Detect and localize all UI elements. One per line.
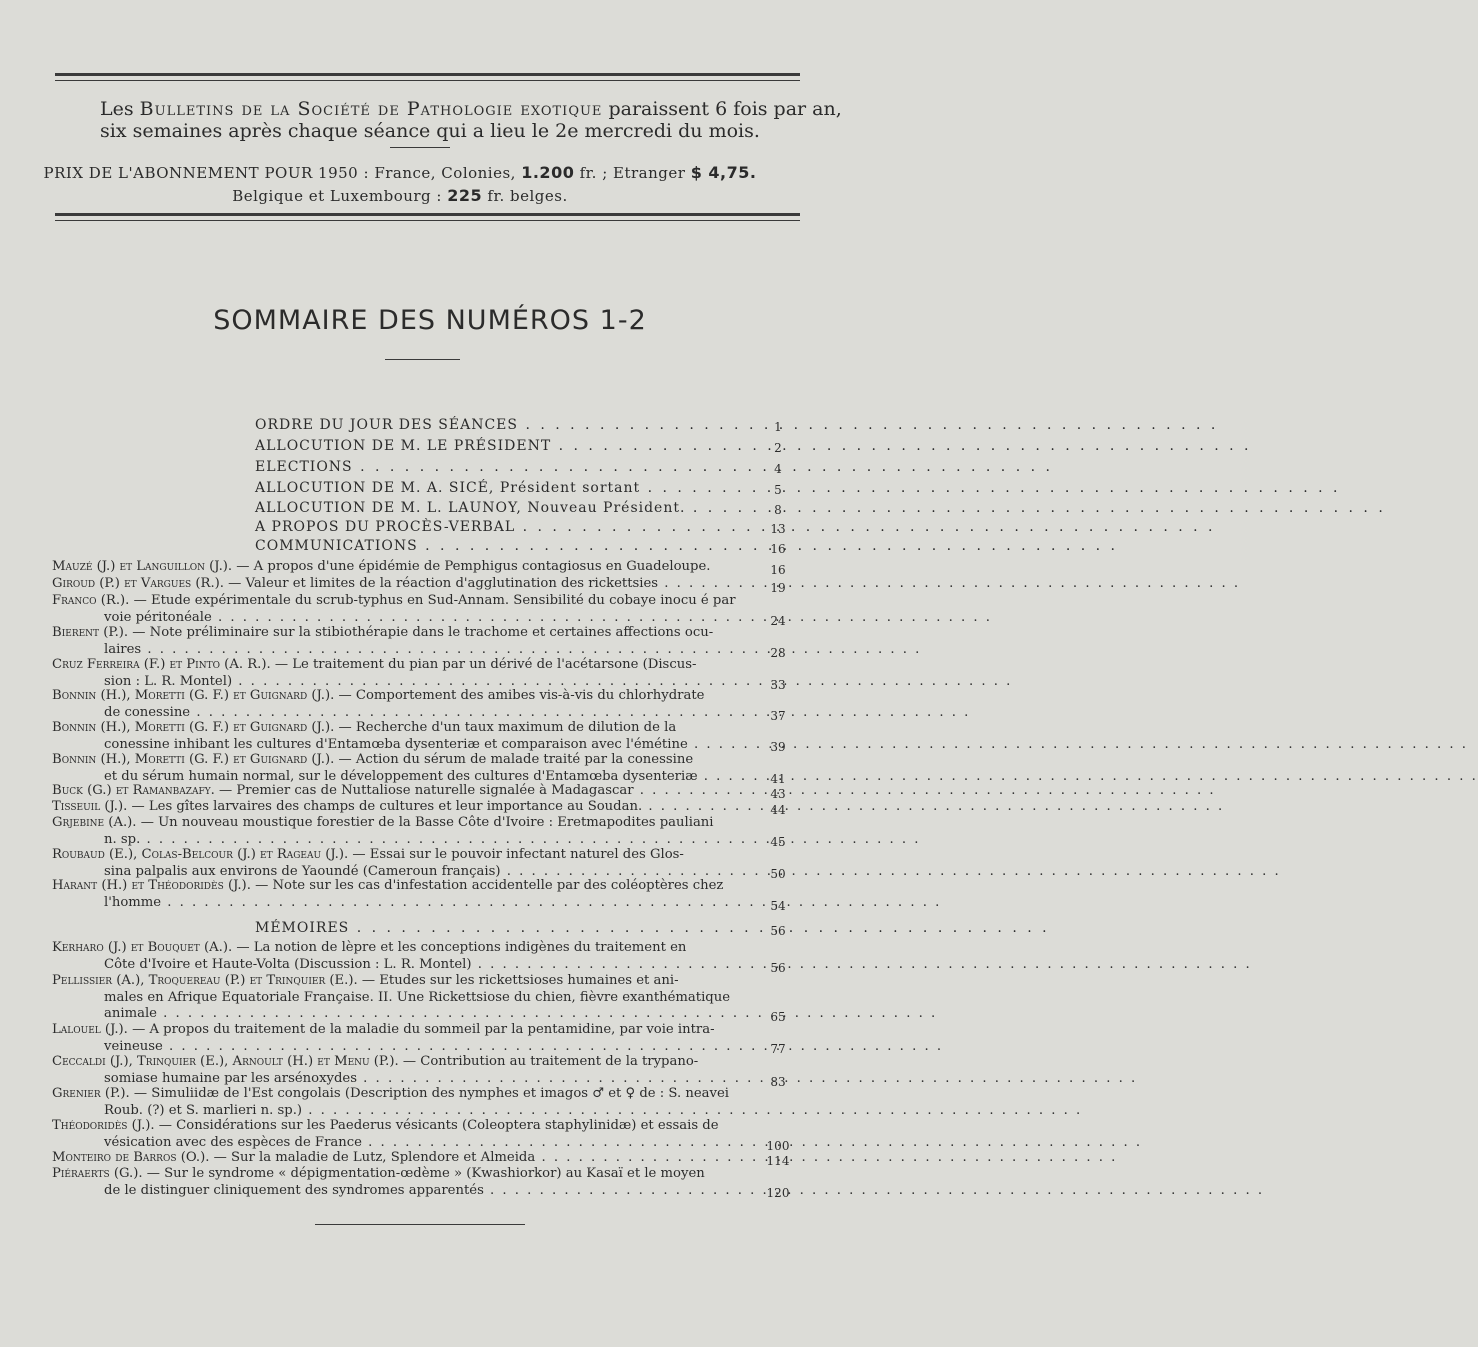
page-number: 65 (770, 1010, 786, 1024)
entry-authors: Franco (R.). (52, 593, 130, 608)
entry-authors: Monteiro de Barros (O.). (52, 1150, 210, 1165)
entry-title: — Note sur les cas d'infestation accidentelle par des coléoptères chez (250, 878, 724, 893)
page-number: 41 (770, 772, 786, 786)
entry-line (52, 688, 744, 705)
entry-authors: Bierent (P.). (52, 625, 129, 640)
page-number: 16 (770, 542, 786, 556)
entry-authors: Harant (H.) et Théodoridès (J.). (52, 878, 251, 893)
entry-line (52, 593, 744, 610)
entry-line (52, 1054, 744, 1071)
header-line-2: six semaines après chaque séance qui a lieu le 2e mercredi du mois. (100, 120, 760, 142)
toc-section: ORDRE DU JOUR DES SÉANCES . . . (255, 417, 745, 433)
entry-authors: Roubaud (E.), Colas-Belcour (J.) et Rageau (J.). (52, 847, 349, 862)
price-unit: fr. ; Etranger (574, 164, 691, 182)
price-france: 1.200 (521, 163, 575, 182)
entry-title: — A propos du traitement de la maladie du sommeil par la pentamidine, par voie intra- (127, 1022, 715, 1037)
entry-authors: Grjebine (A.). (52, 815, 137, 830)
page-number: 50 (770, 867, 786, 881)
header-bottom-rule-1 (55, 213, 800, 216)
header-line-1 (100, 98, 842, 120)
page-number: 45 (770, 835, 786, 849)
toc-entry (52, 940, 744, 973)
entry-authors: Pellissier (A.), Troquereau (P.) et Trinquier (E.). (52, 973, 358, 988)
page-number: 1 (774, 420, 782, 434)
entry-line (52, 625, 744, 642)
entry-continuation: animale . . . (52, 1006, 744, 1023)
page-number: 39 (770, 740, 786, 754)
page-number: 16 (770, 563, 786, 577)
entry-title: — Simuliidæ de l'Est congolais (Description des nymphes et imagos ♂ et ♀ de : S. neavei (129, 1086, 730, 1101)
toc-entry (52, 559, 744, 576)
page-number: 5 (774, 483, 782, 497)
page-number: 56 (770, 961, 786, 975)
entry-title: — Essai sur le pouvoir infectant naturel des Glos- (348, 847, 684, 862)
entry-line (52, 576, 744, 593)
entry-line (52, 657, 744, 674)
page-number: 54 (770, 899, 786, 913)
entry-line (52, 559, 744, 576)
entry-title: — Les gîtes larvaires des champs de cultures et leur importance au Soudan. (127, 799, 643, 814)
toc-section: ALLOCUTION DE M. LE PRÉSIDENT . . . (255, 438, 745, 454)
entry-authors: Buck (G.) et Ramanbazafy. (52, 783, 215, 798)
entry-authors: Bonnin (H.), Moretti (G. F.) et Guignard (J.). (52, 688, 335, 703)
page-number: 2 (774, 441, 782, 455)
page-number: 100 (766, 1139, 790, 1153)
title-rule (385, 359, 460, 360)
bottom-rule (315, 1224, 525, 1225)
toc-section: ELECTIONS . . . (255, 459, 745, 475)
toc-entry (52, 783, 744, 800)
page-number: 19 (770, 581, 786, 595)
entry-line (52, 799, 744, 816)
entry-title: — Le traitement du pian par un dérivé de l'acétarsone (Discus- (270, 657, 697, 672)
entry-line (52, 1118, 744, 1135)
entry-authors: Mauzé (J.) et Languillon (J.). (52, 559, 233, 574)
entry-continuation: de le distinguer cliniquement des syndromes apparentés . . . (52, 1183, 744, 1200)
entry-line (52, 1022, 744, 1039)
page-number: 43 (770, 787, 786, 801)
entry-authors: Cruz Ferreira (F.) et Pinto (A. R.). (52, 657, 271, 672)
entry-line (52, 752, 744, 769)
entry-continuation: males en Afrique Equatoriale Française. II. Une Rickettsiose du chien, fièvre exanthématique (104, 989, 731, 1005)
entry-continuation: veineuse . . . (52, 1039, 744, 1056)
entry-line (52, 1086, 744, 1103)
top-rule-1 (55, 73, 800, 76)
entry-authors: Ceccaldi (J.), Trinquier (E.), Arnoult (H.) et Menu (P.). (52, 1054, 399, 1069)
entry-title: — La notion de lèpre et les conceptions indigènes du traitement en (232, 940, 687, 955)
entry-continuation: laires . . . (52, 642, 744, 659)
toc-entry (52, 688, 744, 721)
entry-authors: Lalouel (J.). (52, 1022, 128, 1037)
toc-entry (52, 1022, 744, 1055)
toc-entry (52, 815, 744, 848)
page-number: 24 (770, 614, 786, 628)
bulletin-name: Bulletins de la Société de Pathologie exotique (139, 98, 603, 120)
entry-continuation: voie péritonéale . . . (52, 610, 744, 627)
page-number: 56 (770, 924, 786, 938)
top-rule-2 (55, 80, 800, 81)
page-number: 44 (770, 803, 786, 817)
toc-entry (52, 593, 744, 626)
toc-section: MÉMOIRES . . . (255, 920, 745, 936)
entry-authors: Kerharo (J.) et Bouquet (A.). (52, 940, 233, 955)
toc-section: COMMUNICATIONS . . . (255, 538, 745, 554)
price-etranger: $ 4,75. (690, 163, 757, 182)
toc-entry (52, 1086, 744, 1119)
page-title: SOMMAIRE DES NUMÉROS 1-2 (213, 305, 647, 336)
subscription-price-belgium (0, 186, 800, 205)
entry-title: — Considérations sur les Paederus vésicants (Coleoptera staphylinidæ) et essais de (154, 1118, 719, 1133)
entry-title: — Etude expérimentale du scrub-typhus en Sud-Annam. Sensibilité du cobaye inocu é par (129, 593, 736, 608)
entry-authors: Grenier (P.). (52, 1086, 130, 1101)
entry-authors: Bonnin (H.), Moretti (G. F.) et Guignard (J.). (52, 720, 335, 735)
entry-continuation: vésication avec des espèces de France . . . (52, 1135, 744, 1152)
entry-line (52, 1150, 744, 1167)
entry-authors: Tisseuil (J.). (52, 799, 128, 814)
entry-line (52, 878, 744, 895)
toc-entry (52, 576, 744, 593)
entry-line (52, 815, 744, 832)
page-number: 13 (770, 522, 786, 536)
entry-continuation: Côte d'Ivoire et Haute-Volta (Discussion : L. R. Montel) . . . (52, 957, 744, 974)
entry-title: — Valeur et limites de la réaction d'agglutination des rickettsies (223, 576, 659, 591)
entry-title: — Un nouveau moustique forestier de la Basse Côte d'Ivoire : Eretmapodites pauliani (136, 815, 714, 830)
entry-authors: Piéraerts (G.). (52, 1166, 143, 1181)
entry-continuation: de conessine . . . (52, 705, 744, 722)
toc-entry (52, 1118, 744, 1151)
entry-title: — Sur la maladie de Lutz, Splendore et Almeida (209, 1150, 536, 1165)
entry-continuation: l'homme . . . (52, 895, 744, 912)
page-number: 83 (770, 1075, 786, 1089)
entry-title: — Comportement des amibes vis-à-vis du chlorhydrate (334, 688, 705, 703)
entry-line (52, 720, 744, 737)
price-unit: fr. belges. (482, 187, 568, 205)
entry-line (52, 783, 744, 800)
toc-entry (52, 878, 744, 911)
toc-section: A PROPOS DU PROCÈS-VERBAL . . . (255, 519, 745, 535)
page-number: 114 (766, 1154, 790, 1168)
entry-line (52, 940, 744, 957)
entry-title: — Note préliminaire sur la stibiothérapie dans le trachome et certaines affections ocu- (128, 625, 714, 640)
toc-entry (52, 847, 744, 880)
toc-entry (52, 1054, 744, 1087)
entry-continuation: et du sérum humain normal, sur le développement des cultures d'Entamœba dysenteriæ . . . (52, 769, 744, 786)
header-text: paraissent 6 fois par an, (602, 98, 842, 120)
entry-title: — Premier cas de Nuttaliose naturelle signalée à Madagascar (214, 783, 634, 798)
page-number: 77 (770, 1042, 786, 1056)
price-label: PRIX DE L'ABONNEMENT POUR 1950 : France, Colonies, (43, 164, 522, 182)
entry-title: — Action du sérum de malade traité par la conessine (334, 752, 694, 767)
entry-authors: Giroud (P.) et Vargues (R.). (52, 576, 224, 591)
entry-continuation: conessine inhibant les cultures d'Entamœba dysenteriæ et comparaison avec l'émétine . . . (52, 737, 744, 754)
page-number: 8 (774, 503, 782, 517)
entry-line (52, 973, 744, 990)
entry-title: — A propos d'une épidémie de Pemphigus contagiosus en Guadeloupe. (232, 559, 711, 574)
entry-title: — Recherche d'un taux maximum de dilution de la (334, 720, 677, 735)
toc-entry (52, 799, 744, 816)
page-number: 120 (766, 1186, 790, 1200)
toc-section: ALLOCUTION DE M. L. LAUNOY, Nouveau Président. . . . (255, 500, 745, 516)
entry-line (52, 1166, 744, 1183)
header-text: Les (100, 98, 140, 120)
header-bottom-rule-2 (55, 220, 800, 221)
toc-entry (52, 973, 744, 1023)
entry-continuation: sina palpalis aux environs de Yaoundé (Cameroun français) . . . (52, 864, 744, 881)
toc-section: ALLOCUTION DE M. A. SICÉ, Président sortant . . . (255, 480, 745, 496)
entry-authors: Théodoridès (J.). (52, 1118, 155, 1133)
entry-title: — Sur le syndrome « dépigmentation-œdème » (Kwashiorkor) au Kasaï et le moyen (142, 1166, 705, 1181)
price-label: Belgique et Luxembourg : (232, 187, 448, 205)
entry-continuation: n. sp. . . . (52, 832, 744, 849)
price-belgium: 225 (447, 186, 483, 205)
page-number: 37 (770, 709, 786, 723)
entry-continuation: Roub. (?) et S. marlieri n. sp.) . . . (52, 1103, 744, 1120)
toc-entry (52, 720, 744, 753)
toc-entry (52, 657, 744, 690)
entry-title: — Etudes sur les rickettsioses humaines et ani- (357, 973, 679, 988)
toc-entry (52, 1166, 744, 1199)
entry-continuation: sion : L. R. Montel) . . . (52, 674, 744, 691)
toc-entry (52, 752, 744, 785)
entry-authors: Bonnin (H.), Moretti (G. F.) et Guignard (J.). (52, 752, 335, 767)
page-number: 4 (774, 462, 782, 476)
entry-line (52, 847, 744, 864)
entry-continuation: somiase humaine par les arsénoxydes . . . (52, 1071, 744, 1088)
page-number: 33 (770, 678, 786, 692)
toc-entry (52, 1150, 744, 1167)
entry-title: — Contribution au traitement de la trypano- (398, 1054, 699, 1069)
subscription-price (0, 163, 800, 182)
toc-entry (52, 625, 744, 658)
header-short-rule (390, 147, 450, 148)
page-number: 28 (770, 646, 786, 660)
